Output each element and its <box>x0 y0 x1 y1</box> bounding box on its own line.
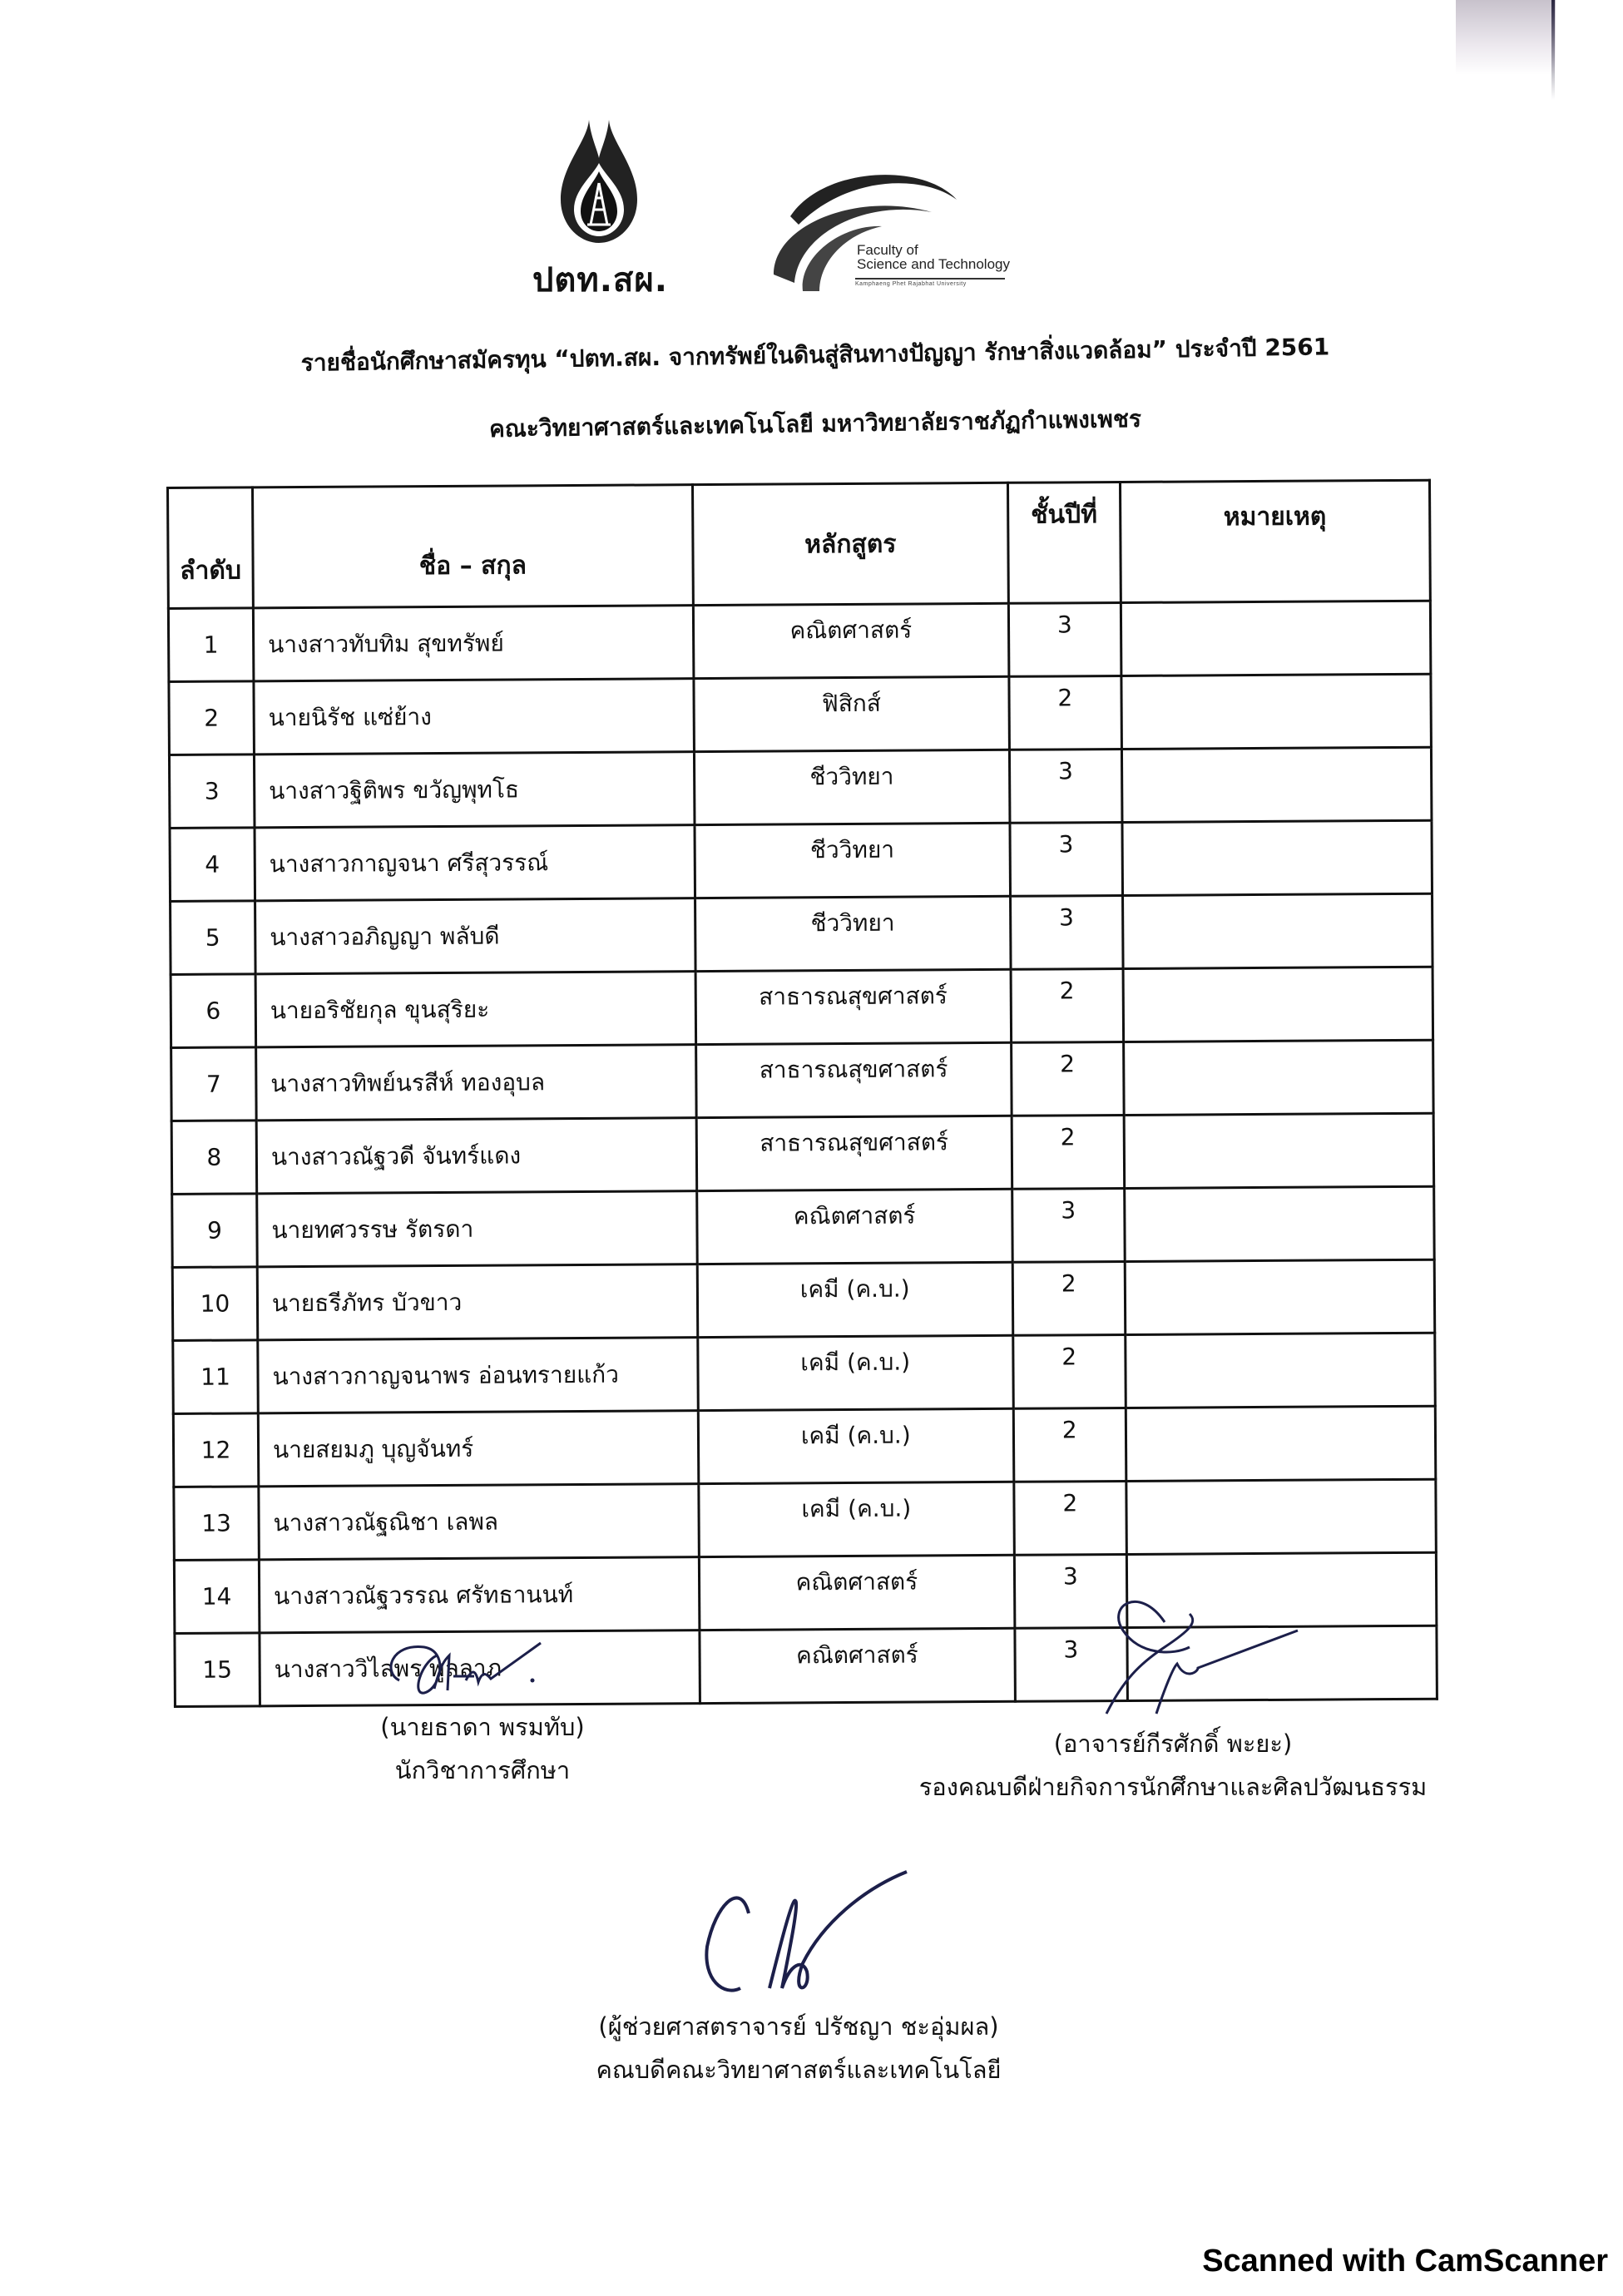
pttep-logo-text: ปตท.สผ. <box>532 261 668 299</box>
remark-cell <box>1124 1113 1434 1188</box>
year-level-cell: 2 <box>1011 968 1123 1042</box>
table-row <box>170 820 1432 901</box>
year-level-cell: 2 <box>1012 1261 1125 1335</box>
header-name: ชื่อ – สกุล <box>252 485 693 608</box>
pttep-logo <box>532 116 666 308</box>
row-number-cell: 6 <box>171 974 256 1048</box>
signature-right-icon <box>998 1589 1348 1722</box>
table-row <box>171 967 1433 1047</box>
row-number-cell: 2 <box>169 681 255 755</box>
header-note: หมายเหตุ <box>1120 480 1430 602</box>
scan-shadow <box>1456 0 1556 75</box>
signature-block-bottom <box>516 1855 1081 2091</box>
logo-area <box>532 116 1032 308</box>
table-row <box>169 747 1432 828</box>
remark-cell <box>1122 893 1432 968</box>
program-cell: เคมี (ค.บ.) <box>698 1408 1014 1483</box>
student-name-cell: นางสาวณัฐวดี จันทร์แดง <box>256 1118 696 1194</box>
row-number-cell: 13 <box>174 1487 260 1561</box>
signatory-bottom-name: (ผู้ช่วยศาสตราจารย์ ปรัชญา ชะอุ่มผล) <box>598 2012 999 2041</box>
student-name-cell: นางสาวทิพย์นรสีห์ ทองอุบล <box>256 1045 696 1121</box>
program-cell: ชีววิทยา <box>695 823 1011 898</box>
signatory-left-name: (นายธาดา พรมทับ) <box>380 1713 585 1741</box>
table-row <box>172 1186 1435 1267</box>
student-name-cell: นางสาวกาญจนาพร อ่อนทรายแก้ว <box>258 1338 698 1413</box>
table-row <box>174 1479 1437 1560</box>
signature-left-icon <box>374 1630 591 1705</box>
row-number-cell: 4 <box>170 828 255 902</box>
year-level-cell: 3 <box>1014 1554 1126 1628</box>
program-cell: เคมี (ค.บ.) <box>697 1335 1013 1410</box>
student-name-cell: นายนิรัช แซ่ย้าง <box>254 679 694 755</box>
program-cell: คณิตศาสตร์ <box>699 1555 1015 1630</box>
table-row <box>171 893 1433 974</box>
faculty-logo-university: Kamphaeng Phet Rajabhat University <box>855 278 1005 287</box>
program-cell: สาธารณสุขศาสตร์ <box>695 969 1012 1044</box>
faculty-logo-line1: Faculty of <box>857 242 918 258</box>
program-cell: คณิตศาสตร์ <box>693 603 1009 678</box>
row-number-cell: 11 <box>173 1340 259 1414</box>
student-name-cell: นายทศวรรษ รัตรดา <box>257 1191 697 1267</box>
row-number-cell: 9 <box>172 1194 258 1268</box>
row-number-cell: 1 <box>168 608 254 682</box>
pttep-flame-icon <box>549 116 649 250</box>
remark-cell <box>1121 747 1432 822</box>
table-row <box>173 1333 1436 1413</box>
program-cell: เคมี (ค.บ.) <box>697 1262 1013 1337</box>
row-number-cell: 14 <box>174 1560 260 1634</box>
student-name-cell: นายธรีภัทร บัวขาว <box>257 1264 697 1340</box>
student-name-cell: นายสยมภู บุญจันทร์ <box>258 1411 698 1487</box>
program-cell: สาธารณสุขศาสตร์ <box>695 1042 1012 1117</box>
header-no: ลำดับ <box>168 487 254 609</box>
year-level-cell: 2 <box>1012 1042 1124 1116</box>
signatory-right-name: (อาจารย์กีรศักดิ์ พะยะ) <box>1053 1729 1293 1758</box>
student-name-cell: นางสาวกาญจนา ศรีสุวรรณ์ <box>255 825 695 901</box>
student-name-cell: นางสาวทับทิม สุขทรัพย์ <box>253 606 693 681</box>
table-row <box>172 1259 1435 1340</box>
year-level-cell: 3 <box>1010 822 1122 896</box>
student-name-cell: นางสาวณัฐวรรณ ศรัทธานนท์ <box>259 1557 699 1633</box>
student-name-cell: นางสาวอภิญญา พลับดี <box>255 898 695 974</box>
document-title: รายชื่อนักศึกษาสมัครทุน “ปตท.สผ. จากทรัพย์ในดินสู่สินทางปัญญา รักษาสิ่งแวดล้อม” ประจำปี 2561 <box>300 333 1330 377</box>
student-name-cell: นายอริชัยกุล ขุนสุริยะ <box>255 972 695 1047</box>
year-level-cell: 2 <box>1009 675 1121 750</box>
header-year: ชั้นปีที่ <box>1007 482 1121 603</box>
signatory-bottom-position: คณบดีคณะวิทยาศาสตร์และเทคโนโลยี <box>596 2056 1002 2084</box>
year-level-cell: 3 <box>1010 895 1122 969</box>
table-row <box>173 1406 1436 1487</box>
remark-cell <box>1125 1259 1435 1334</box>
student-name-cell: นางสาววิไลพร พูลลาภ <box>260 1630 700 1706</box>
table-header-row <box>168 480 1431 608</box>
remark-cell <box>1122 820 1432 895</box>
year-level-cell: 3 <box>1009 749 1121 823</box>
row-number-cell: 12 <box>173 1413 259 1487</box>
table-row <box>168 601 1431 681</box>
signatory-left-position: นักวิชาการศึกษา <box>394 1756 571 1784</box>
signature-block-left <box>308 1630 657 1792</box>
student-table <box>166 479 1438 1708</box>
camscanner-watermark: Scanned with CamScanner <box>1202 2244 1608 2279</box>
row-number-cell: 15 <box>175 1633 260 1707</box>
faculty-logo-line2: Science and Technology <box>857 256 1010 272</box>
student-name-cell: นางสาวณัฐณิชา เลพล <box>259 1484 699 1560</box>
header-program: หลักสูตร <box>692 482 1008 605</box>
year-level-cell: 3 <box>1015 1627 1127 1701</box>
remark-cell <box>1121 674 1432 749</box>
program-cell: คณิตศาสตร์ <box>696 1189 1012 1264</box>
year-level-cell: 3 <box>1012 1188 1125 1262</box>
row-number-cell: 5 <box>171 901 256 975</box>
remark-cell <box>1126 1406 1436 1481</box>
document-subtitle: คณะวิทยาศาสตร์และเทคโนโลยี มหาวิทยาลัยราชภัฏกำแพงเพชร <box>488 404 1142 443</box>
signature-block-right <box>882 1589 1464 1809</box>
row-number-cell: 10 <box>172 1267 258 1341</box>
program-cell: ชีววิทยา <box>694 750 1010 824</box>
year-level-cell: 2 <box>1013 1334 1126 1408</box>
faculty-logo-text <box>857 243 1010 271</box>
year-level-cell: 2 <box>1014 1481 1126 1555</box>
row-number-cell: 8 <box>171 1121 257 1195</box>
scan-edge <box>1551 0 1555 100</box>
student-name-cell: นางสาวฐิติพร ขวัญพุทโธ <box>254 752 694 828</box>
faculty-logo <box>757 166 1023 299</box>
program-cell: สาธารณสุขศาสตร์ <box>696 1116 1012 1190</box>
program-cell: คณิตศาสตร์ <box>700 1628 1016 1703</box>
table-row <box>171 1113 1434 1194</box>
signature-bottom-icon <box>624 1855 973 2005</box>
remark-cell <box>1124 1186 1434 1261</box>
table-row <box>169 674 1432 755</box>
signatory-right-position: รองคณบดีฝ่ายกิจการนักศึกษาและศิลปวัฒนธรรม <box>918 1773 1428 1801</box>
program-cell: ฟิสิกส์ <box>694 676 1010 751</box>
remark-cell <box>1126 1479 1437 1554</box>
row-number-cell: 7 <box>171 1047 257 1121</box>
remark-cell <box>1123 1040 1433 1115</box>
year-level-cell: 3 <box>1008 602 1121 676</box>
remark-cell <box>1123 967 1433 1042</box>
year-level-cell: 2 <box>1013 1408 1126 1482</box>
remark-cell <box>1125 1333 1435 1408</box>
year-level-cell: 2 <box>1012 1115 1124 1189</box>
program-cell: ชีววิทยา <box>695 896 1011 971</box>
table-row <box>171 1040 1434 1121</box>
remark-cell <box>1121 601 1431 675</box>
row-number-cell: 3 <box>169 755 255 829</box>
program-cell: เคมี (ค.บ.) <box>699 1482 1015 1556</box>
